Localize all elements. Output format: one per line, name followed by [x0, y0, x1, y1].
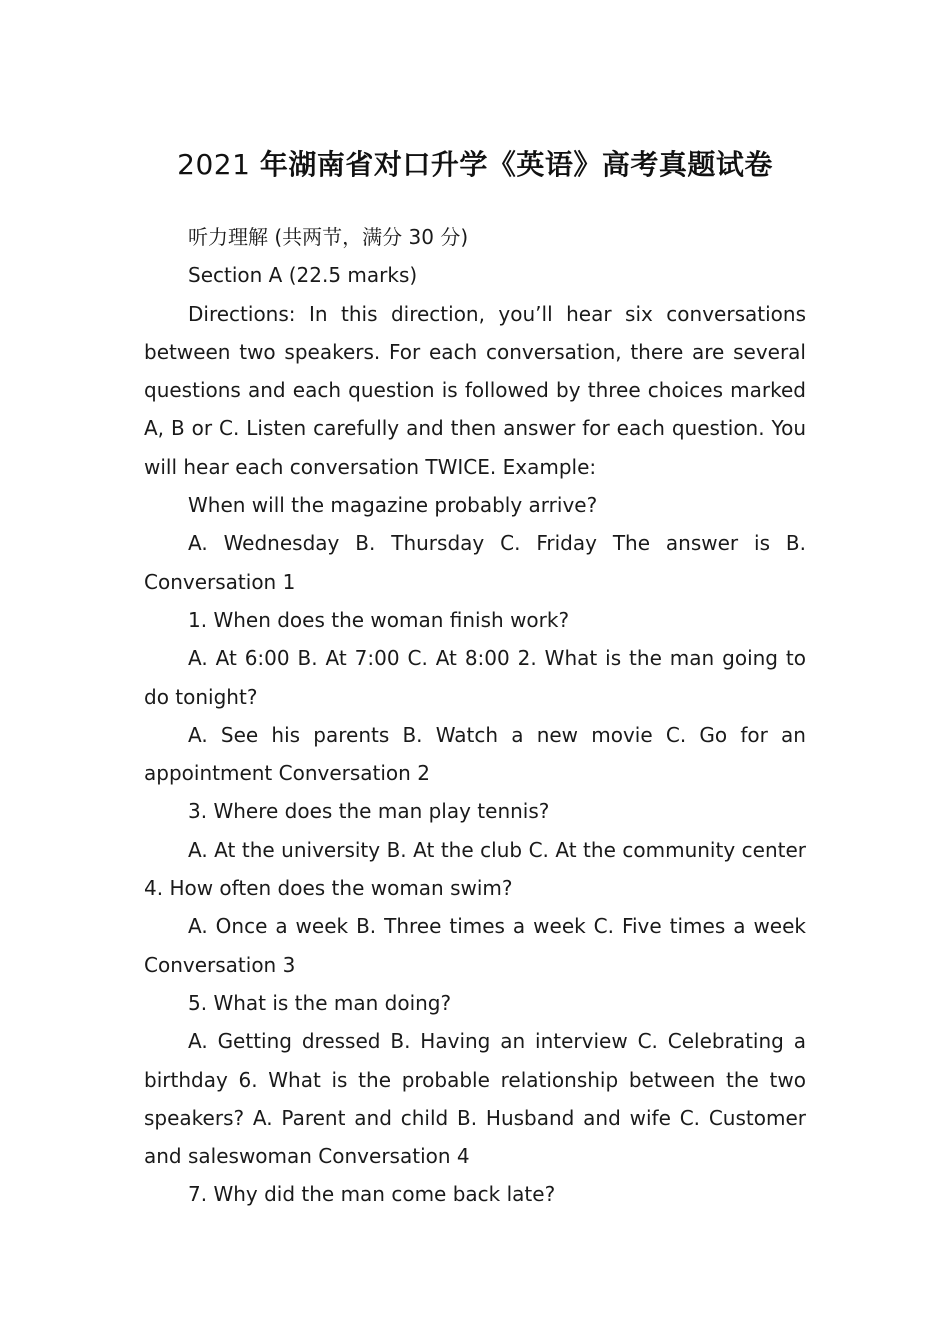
question-2-choices: A. See his parents B. Watch a new movie C. Go for an appointment Conversation 2: [144, 722, 806, 786]
example-question: When will the magazine probably arrive?: [188, 493, 598, 518]
question-5-6-choices: A. Getting dressed B. Having an interview C. Celebrating a birthday 6. What is the probable relationship between the two speakers? A. Parent and child B. Husband and wife C. Customer and saleswoman Conversation 4: [144, 1029, 806, 1169]
question-1-choices: A. At 6:00 B. At 7:00 C. At 8:00 2. What is the man going to do tonight?: [144, 646, 806, 709]
document-body: [144, 218, 806, 1214]
section-a-heading: Section A (22.5 marks): [188, 263, 418, 288]
document-title: [0, 141, 950, 189]
title-year: 2021: [177, 147, 251, 181]
question-7: 7. Why did the man come back late?: [188, 1182, 556, 1207]
question-1: 1. When does the woman finish work?: [188, 607, 570, 632]
question-5: 5. What is the man doing?: [188, 990, 452, 1015]
question-4-choices: A. Once a week B. Three times a week C. Five times a week Conversation 3: [144, 914, 806, 977]
title-text: 年湖南省对口升学《英语》高考真题试卷: [259, 147, 773, 181]
section-heading-listening: 听力理解 (共两节，满分 30 分): [188, 225, 469, 249]
question-3: 3. Where does the man play tennis?: [188, 799, 550, 824]
directions-paragraph: Directions: In this direction, you’ll hear six conversations between two speakers. For each conversation, there are several questions and each question is followed by three choices marked A, B or C. Listen carefully and then answer for each question. You will hear each conversation TWICE. Example:: [144, 301, 806, 479]
example-choices: A. Wednesday B. Thursday C. Friday The answer is B. Conversation 1: [144, 531, 806, 594]
question-3-choices: A. At the university B. At the club C. At the community center 4. How often does the woman swim?: [144, 837, 806, 901]
